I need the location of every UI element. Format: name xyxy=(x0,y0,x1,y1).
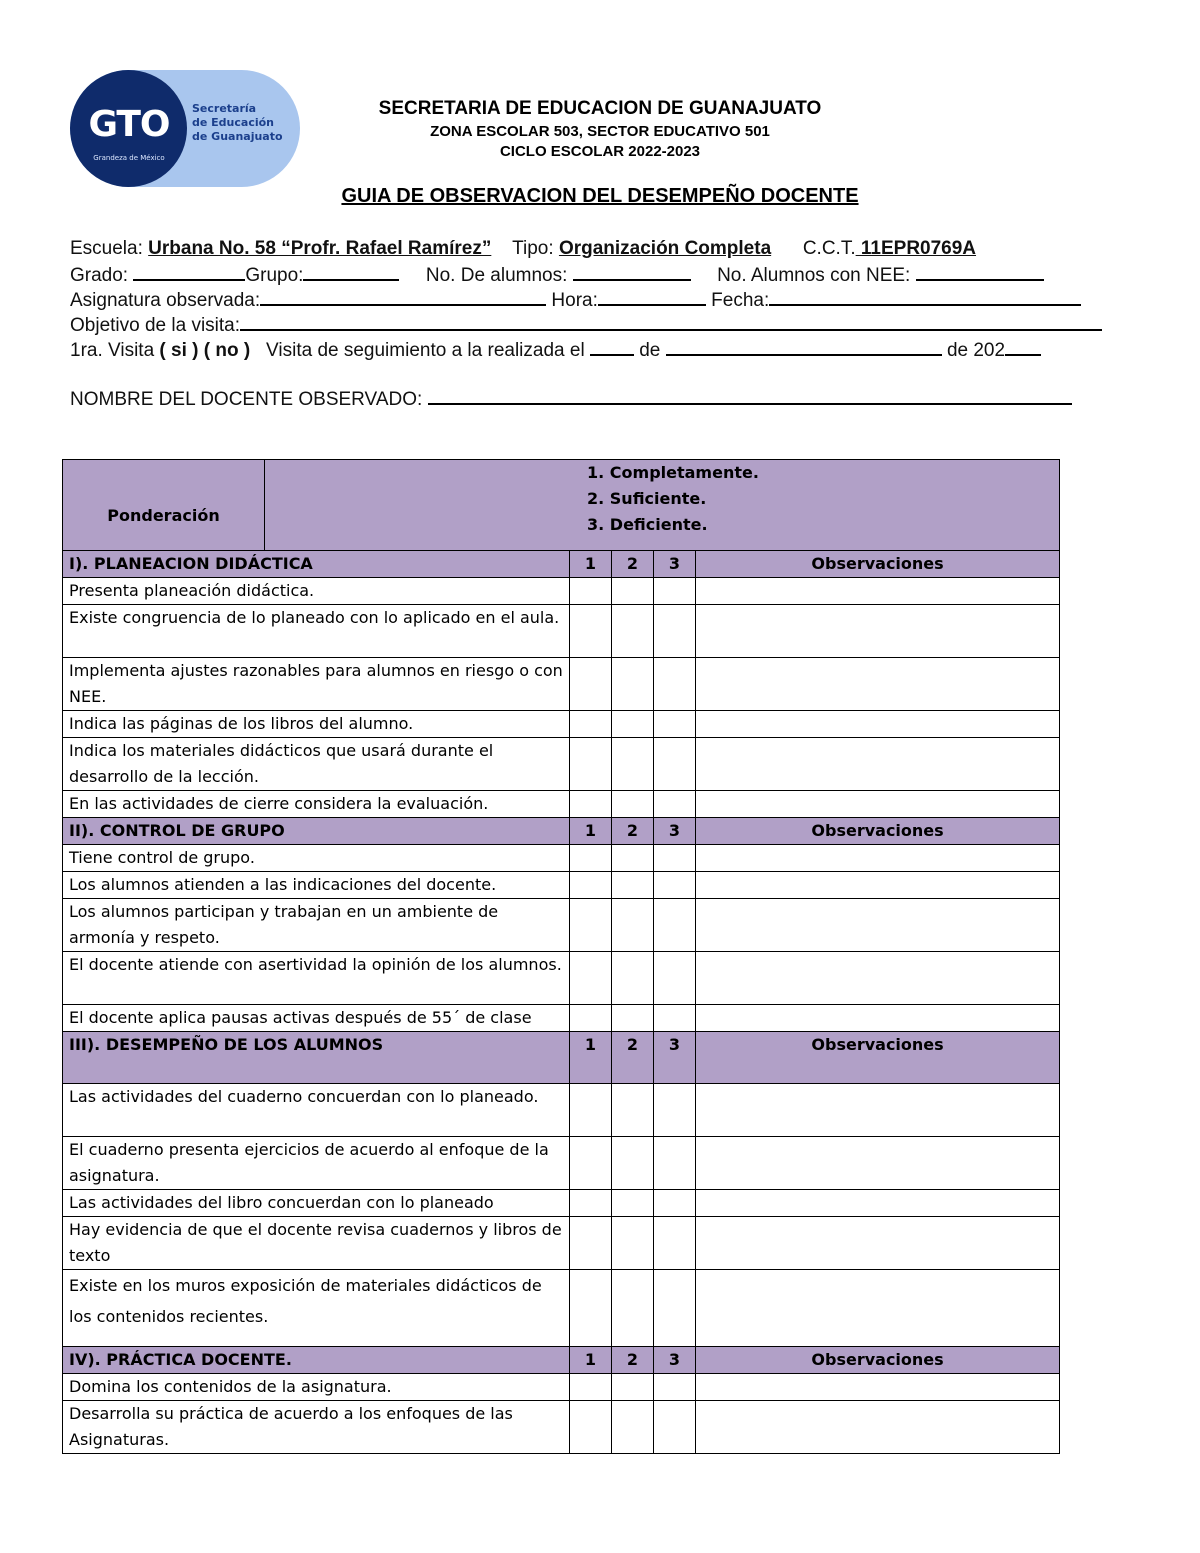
objetivo-field[interactable] xyxy=(240,312,1102,331)
rating-2-cell[interactable] xyxy=(612,1270,654,1347)
rating-2-cell[interactable] xyxy=(612,952,654,1005)
col-2-header: 2 xyxy=(612,1032,654,1084)
table-row xyxy=(63,1190,1060,1217)
seguimiento-mes-field[interactable] xyxy=(666,337,942,356)
criterion-text: El docente atiende con asertividad la opinión de los alumnos. xyxy=(63,952,570,1005)
ponderacion-label: Ponderación xyxy=(63,460,265,551)
table-row xyxy=(63,1137,1060,1190)
criterion-text: Tiene control de grupo. xyxy=(63,845,570,872)
rating-3-cell[interactable] xyxy=(654,711,696,738)
scale-2: 2. Suficiente. xyxy=(587,489,707,508)
rating-1-cell[interactable] xyxy=(570,791,612,818)
col-2-header: 2 xyxy=(612,1347,654,1374)
col-3-header: 3 xyxy=(654,1032,696,1084)
criterion-text: Implementa ajustes razonables para alumnos en riesgo o con NEE. xyxy=(63,658,570,711)
criterion-text: Indica los materiales didácticos que usará durante el desarrollo de la lección. xyxy=(63,738,570,791)
visita-line xyxy=(70,337,1041,363)
rating-2-cell[interactable] xyxy=(612,791,654,818)
rating-3-cell[interactable] xyxy=(654,1401,696,1454)
rating-1-cell[interactable] xyxy=(570,1217,612,1270)
scale-3: 3. Deficiente. xyxy=(587,515,708,534)
rating-1-cell[interactable] xyxy=(570,1005,612,1032)
escuela-line xyxy=(70,237,976,261)
de-year-label: de 202 xyxy=(946,340,1006,361)
rating-3-cell[interactable] xyxy=(654,791,696,818)
criterion-text: Desarrolla su práctica de acuerdo a los enfoques de las Asignaturas. xyxy=(63,1401,570,1454)
criterion-text: Los alumnos atienden a las indicaciones del docente. xyxy=(63,872,570,899)
table-row xyxy=(63,738,1060,791)
tipo-value: Organización Completa xyxy=(558,238,772,259)
logo-line-2: de Educación xyxy=(192,116,275,129)
table-row xyxy=(63,1217,1060,1270)
alumnos-field[interactable] xyxy=(573,262,691,281)
escuela-value: Urbana No. 58 “Profr. Rafael Ramírez” xyxy=(148,238,492,259)
docente-label: NOMBRE DEL DOCENTE OBSERVADO: xyxy=(70,389,423,410)
rating-3-cell[interactable] xyxy=(654,1137,696,1190)
tipo-label: Tipo: xyxy=(512,238,554,259)
rating-3-cell[interactable] xyxy=(654,605,696,658)
fecha-label: Fecha: xyxy=(711,290,770,311)
zona-escolar: ZONA ESCOLAR 503, SECTOR EDUCATIVO 501 xyxy=(430,123,770,140)
nee-field[interactable] xyxy=(916,262,1044,281)
criterion-text: Las actividades del libro concuerdan con lo planeado xyxy=(63,1190,570,1217)
rating-2-cell[interactable] xyxy=(612,605,654,658)
rating-2-cell[interactable] xyxy=(612,578,654,605)
criterion-text: Existe congruencia de lo planeado con lo aplicado en el aula. xyxy=(63,605,570,658)
table-row xyxy=(63,1401,1060,1454)
objetivo-line xyxy=(70,312,1102,338)
table-row xyxy=(63,1270,1060,1347)
rating-1-cell[interactable] xyxy=(570,1084,612,1137)
rating-2-cell[interactable] xyxy=(612,658,654,711)
col-1-header: 1 xyxy=(570,818,612,845)
rating-2-cell[interactable] xyxy=(612,872,654,899)
rating-2-cell[interactable] xyxy=(612,1217,654,1270)
criterion-text: Hay evidencia de que el docente revisa cuadernos y libros de texto xyxy=(63,1217,570,1270)
grupo-field[interactable] xyxy=(303,262,399,281)
rating-1-cell[interactable] xyxy=(570,899,612,952)
rating-3-cell[interactable] xyxy=(654,845,696,872)
col-2-header: 2 xyxy=(612,818,654,845)
docente-field[interactable] xyxy=(428,386,1072,405)
observaciones-cell[interactable] xyxy=(696,1401,1060,1454)
observaciones-cell[interactable] xyxy=(696,1374,1060,1401)
observaciones-header: Observaciones xyxy=(696,551,1060,578)
table-row xyxy=(63,952,1060,1005)
logo-tagline: Grandeza de México xyxy=(93,154,165,162)
logo-gto-text: GTO xyxy=(88,104,170,145)
criterion-text: Indica las páginas de los libros del alumno. xyxy=(63,711,570,738)
table-row xyxy=(63,711,1060,738)
observaciones-header: Observaciones xyxy=(696,1347,1060,1374)
fecha-field[interactable] xyxy=(769,287,1081,306)
hora-field[interactable] xyxy=(598,287,706,306)
grupo-label: Grupo: xyxy=(245,265,304,286)
rating-3-cell[interactable] xyxy=(654,1270,696,1347)
rating-1-cell[interactable] xyxy=(570,845,612,872)
rating-2-cell[interactable] xyxy=(612,1084,654,1137)
rating-2-cell[interactable] xyxy=(612,899,654,952)
escuela-label: Escuela: xyxy=(70,238,143,259)
observaciones-cell[interactable] xyxy=(696,791,1060,818)
table-row xyxy=(63,899,1060,952)
rating-2-cell[interactable] xyxy=(612,1401,654,1454)
col-2-header: 2 xyxy=(612,551,654,578)
rating-2-cell[interactable] xyxy=(612,1190,654,1217)
observaciones-cell[interactable] xyxy=(696,658,1060,711)
section-header-row xyxy=(63,551,1060,578)
rating-3-cell[interactable] xyxy=(654,1005,696,1032)
asignatura-field[interactable] xyxy=(260,287,546,306)
table-row xyxy=(63,845,1060,872)
rating-2-cell[interactable] xyxy=(612,1005,654,1032)
observaciones-cell[interactable] xyxy=(696,1190,1060,1217)
table-row xyxy=(63,1374,1060,1401)
rating-1-cell[interactable] xyxy=(570,1137,612,1190)
visita-si-option[interactable]: ( si ) xyxy=(159,340,199,361)
visita-no-option[interactable]: ( no ) xyxy=(203,340,251,361)
rating-1-cell[interactable] xyxy=(570,658,612,711)
criterion-text: Los alumnos participan y trabajan en un ambiente de armonía y respeto. xyxy=(63,899,570,952)
ponderacion-row xyxy=(63,460,1060,551)
section-title: IV). PRÁCTICA DOCENTE. xyxy=(63,1347,570,1374)
rating-3-cell[interactable] xyxy=(654,1374,696,1401)
section-title: II). CONTROL DE GRUPO xyxy=(63,818,570,845)
rating-1-cell[interactable] xyxy=(570,1270,612,1347)
section-header-row xyxy=(63,1032,1060,1084)
observaciones-cell[interactable] xyxy=(696,578,1060,605)
rating-3-cell[interactable] xyxy=(654,738,696,791)
rating-1-cell[interactable] xyxy=(570,738,612,791)
seguimiento-dia-field[interactable] xyxy=(590,337,634,356)
rating-3-cell[interactable] xyxy=(654,952,696,1005)
rating-1-cell[interactable] xyxy=(570,1401,612,1454)
rating-1-cell[interactable] xyxy=(570,1374,612,1401)
section-title: III). DESEMPEÑO DE LOS ALUMNOS xyxy=(63,1032,570,1084)
criterion-text: El docente aplica pausas activas después de 55´ de clase xyxy=(63,1005,570,1032)
rating-1-cell[interactable] xyxy=(570,711,612,738)
cct-label: C.C.T. xyxy=(802,238,856,259)
asignatura-line xyxy=(70,287,1081,313)
rating-1-cell[interactable] xyxy=(570,605,612,658)
table-row xyxy=(63,1084,1060,1137)
observaciones-cell[interactable] xyxy=(696,872,1060,899)
rating-2-cell[interactable] xyxy=(612,1137,654,1190)
rating-1-cell[interactable] xyxy=(570,872,612,899)
observaciones-cell[interactable] xyxy=(696,711,1060,738)
rating-3-cell[interactable] xyxy=(654,1217,696,1270)
ciclo-escolar: CICLO ESCOLAR 2022-2023 xyxy=(499,143,701,160)
seguimiento-year-field[interactable] xyxy=(1005,337,1041,356)
de-label: de xyxy=(639,340,661,361)
hora-label: Hora: xyxy=(551,290,598,311)
observaciones-cell[interactable] xyxy=(696,1270,1060,1347)
rating-3-cell[interactable] xyxy=(654,658,696,711)
rating-3-cell[interactable] xyxy=(654,899,696,952)
rating-3-cell[interactable] xyxy=(654,1190,696,1217)
nee-label: No. Alumnos con NEE: xyxy=(717,265,911,286)
asignatura-label: Asignatura observada: xyxy=(70,290,261,311)
alumnos-label: No. De alumnos: xyxy=(425,265,568,286)
section-header-row xyxy=(63,818,1060,845)
observaciones-header: Observaciones xyxy=(696,818,1060,845)
observaciones-cell[interactable] xyxy=(696,1137,1060,1190)
observaciones-header: Observaciones xyxy=(696,1032,1060,1084)
observaciones-cell[interactable] xyxy=(696,1005,1060,1032)
observaciones-cell[interactable] xyxy=(696,605,1060,658)
cct-value: 11EPR0769A xyxy=(855,238,977,259)
rating-2-cell[interactable] xyxy=(612,1374,654,1401)
observaciones-cell[interactable] xyxy=(696,738,1060,791)
docente-line xyxy=(70,386,1072,412)
table-row xyxy=(63,791,1060,818)
table-row xyxy=(63,658,1060,711)
criterion-text: Domina los contenidos de la asignatura. xyxy=(63,1374,570,1401)
observaciones-cell[interactable] xyxy=(696,952,1060,1005)
objetivo-label: Objetivo de la visita: xyxy=(70,315,241,336)
document-title: GUIA DE OBSERVACION DEL DESEMPEÑO DOCENTE xyxy=(341,185,859,207)
criterion-text: En las actividades de cierre considera la evaluación. xyxy=(63,791,570,818)
visita-label: 1ra. Visita xyxy=(70,340,155,361)
rating-3-cell[interactable] xyxy=(654,578,696,605)
col-1-header: 1 xyxy=(570,551,612,578)
rating-3-cell[interactable] xyxy=(654,872,696,899)
section-header-row xyxy=(63,1347,1060,1374)
logo-line-1: Secretaría xyxy=(192,102,257,115)
col-3-header: 3 xyxy=(654,551,696,578)
table-row xyxy=(63,578,1060,605)
rating-1-cell[interactable] xyxy=(570,578,612,605)
section-title: I). PLANEACION DIDÁCTICA xyxy=(63,551,570,578)
observaciones-cell[interactable] xyxy=(696,899,1060,952)
rating-2-cell[interactable] xyxy=(612,711,654,738)
criterion-text: Presenta planeación didáctica. xyxy=(63,578,570,605)
table-row xyxy=(63,605,1060,658)
grado-label: Grado: xyxy=(70,265,129,286)
logo-line-3: de Guanajuato xyxy=(192,130,283,143)
secretaria-title: SECRETARIA DE EDUCACION DE GUANAJUATO xyxy=(378,98,822,119)
grado-line xyxy=(70,262,1044,288)
rating-3-cell[interactable] xyxy=(654,1084,696,1137)
rating-1-cell[interactable] xyxy=(570,952,612,1005)
observaciones-cell[interactable] xyxy=(696,845,1060,872)
col-1-header: 1 xyxy=(570,1032,612,1084)
criterion-text: Las actividades del cuaderno concuerdan con lo planeado. xyxy=(63,1084,570,1137)
rating-2-cell[interactable] xyxy=(612,845,654,872)
observation-table xyxy=(62,459,1060,1454)
criterion-text: El cuaderno presenta ejercicios de acuerdo al enfoque de la asignatura. xyxy=(63,1137,570,1190)
col-3-header: 3 xyxy=(654,1347,696,1374)
scale-legend xyxy=(265,460,1060,551)
observaciones-cell[interactable] xyxy=(696,1217,1060,1270)
scale-1: 1. Completamente. xyxy=(587,463,759,482)
table-row xyxy=(63,1005,1060,1032)
grado-field[interactable] xyxy=(133,262,245,281)
criterion-text: Existe en los muros exposición de materiales didácticos de los contenidos recientes. xyxy=(63,1270,570,1347)
observaciones-cell[interactable] xyxy=(696,1084,1060,1137)
seguimiento-label: Visita de seguimiento a la realizada el xyxy=(266,340,585,361)
table-row xyxy=(63,872,1060,899)
rating-2-cell[interactable] xyxy=(612,738,654,791)
col-3-header: 3 xyxy=(654,818,696,845)
col-1-header: 1 xyxy=(570,1347,612,1374)
rating-1-cell[interactable] xyxy=(570,1190,612,1217)
